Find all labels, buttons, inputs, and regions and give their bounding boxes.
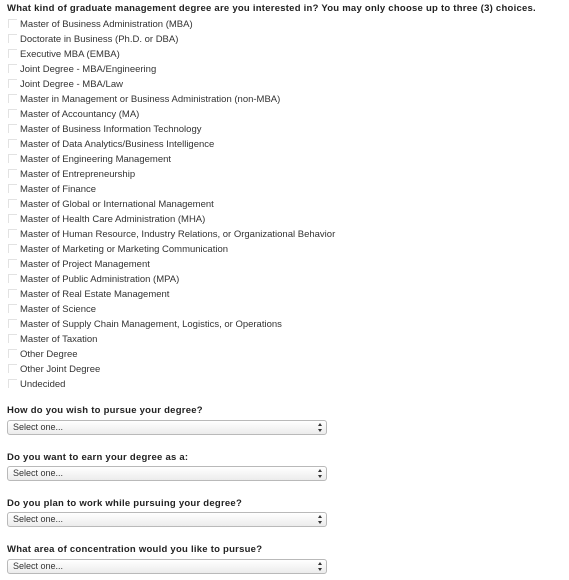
work-question-label: Do you plan to work while pursuing your degree?	[7, 498, 243, 509]
degree-option-label: Master of Project Management	[20, 259, 150, 270]
checkbox-icon[interactable]	[8, 139, 17, 148]
degree-option-label: Master of Human Resource, Industry Relations, or Organizational Behavior	[20, 229, 336, 240]
degree-option[interactable]	[20, 287, 335, 302]
degree-option[interactable]	[20, 377, 335, 392]
select-arrows-icon	[318, 515, 323, 524]
degree-option-label: Master in Management or Business Administration (non-MBA)	[20, 94, 281, 105]
checkbox-icon[interactable]	[8, 304, 17, 313]
checkbox-icon[interactable]	[8, 124, 17, 133]
degree-option[interactable]	[20, 167, 335, 182]
degree-option[interactable]	[20, 272, 335, 287]
degree-option-label: Master of Supply Chain Management, Logistics, or Operations	[20, 319, 282, 330]
checkbox-icon[interactable]	[8, 334, 17, 343]
degree-option[interactable]	[20, 317, 335, 332]
checkbox-icon[interactable]	[8, 364, 17, 373]
pursue-select[interactable]	[7, 420, 327, 435]
degree-option-label: Master of Public Administration (MPA)	[20, 274, 180, 285]
degree-option[interactable]	[20, 182, 335, 197]
select-arrows-icon	[318, 423, 323, 432]
degree-option[interactable]	[20, 212, 335, 227]
degree-option[interactable]	[20, 47, 335, 62]
degree-option[interactable]	[20, 32, 335, 47]
checkbox-icon[interactable]	[8, 79, 17, 88]
degree-option-label: Master of Health Care Administration (MHA)	[20, 214, 206, 225]
degree-option[interactable]	[20, 332, 335, 347]
degree-options-list	[20, 17, 335, 392]
checkbox-icon[interactable]	[8, 34, 17, 43]
degree-option-label: Master of Engineering Management	[20, 154, 172, 165]
earn-question-label: Do you want to earn your degree as a:	[7, 452, 189, 463]
degree-option[interactable]	[20, 107, 335, 122]
degree-option[interactable]	[20, 242, 335, 257]
degree-option-label: Master of Finance	[20, 184, 97, 195]
checkbox-icon[interactable]	[8, 244, 17, 253]
degree-option[interactable]	[20, 197, 335, 212]
degree-option-label: Undecided	[20, 379, 66, 390]
degree-option[interactable]	[20, 62, 335, 77]
checkbox-icon[interactable]	[8, 229, 17, 238]
degree-option[interactable]	[20, 347, 335, 362]
checkbox-icon[interactable]	[8, 169, 17, 178]
degree-question-label: What kind of graduate management degree are you interested in? You may only choose up to three (3) choices.	[7, 3, 536, 14]
earn-select[interactable]	[7, 466, 327, 481]
degree-option[interactable]	[20, 362, 335, 377]
degree-option[interactable]	[20, 152, 335, 167]
checkbox-icon[interactable]	[8, 259, 17, 268]
checkbox-icon[interactable]	[8, 154, 17, 163]
degree-option[interactable]	[20, 77, 335, 92]
degree-option-label: Doctorate in Business (Ph.D. or DBA)	[20, 34, 179, 45]
degree-option-label: Master of Data Analytics/Business Intelligence	[20, 139, 215, 150]
degree-option-label: Master of Marketing or Marketing Communication	[20, 244, 229, 255]
degree-option-label: Joint Degree - MBA/Engineering	[20, 64, 157, 75]
degree-option-label: Other Joint Degree	[20, 364, 101, 375]
degree-option-label: Master of Business Administration (MBA)	[20, 19, 193, 30]
checkbox-icon[interactable]	[8, 184, 17, 193]
select-arrows-icon	[318, 562, 323, 571]
degree-option-label: Master of Business Information Technology	[20, 124, 202, 135]
checkbox-icon[interactable]	[8, 379, 17, 388]
select-arrows-icon	[318, 469, 323, 478]
concentration-select-value: Select one...	[13, 561, 64, 571]
degree-option-label: Master of Science	[20, 304, 97, 315]
checkbox-icon[interactable]	[8, 109, 17, 118]
degree-option-label: Executive MBA (EMBA)	[20, 49, 120, 60]
degree-option-label: Master of Taxation	[20, 334, 98, 345]
pursue-question-label: How do you wish to pursue your degree?	[7, 405, 203, 416]
checkbox-icon[interactable]	[8, 64, 17, 73]
degree-option-label: Other Degree	[20, 349, 78, 360]
concentration-select[interactable]	[7, 559, 327, 574]
checkbox-icon[interactable]	[8, 49, 17, 58]
degree-option[interactable]	[20, 257, 335, 272]
degree-option-label: Master of Real Estate Management	[20, 289, 170, 300]
work-select-value: Select one...	[13, 514, 64, 524]
degree-option[interactable]	[20, 302, 335, 317]
degree-option[interactable]	[20, 17, 335, 32]
checkbox-icon[interactable]	[8, 274, 17, 283]
concentration-question-label: What area of concentration would you like to pursue?	[7, 544, 263, 555]
degree-option-label: Master of Global or International Management	[20, 199, 214, 210]
checkbox-icon[interactable]	[8, 349, 17, 358]
pursue-select-value: Select one...	[13, 422, 64, 432]
earn-select-value: Select one...	[13, 468, 64, 478]
checkbox-icon[interactable]	[8, 19, 17, 28]
degree-option[interactable]	[20, 92, 335, 107]
checkbox-icon[interactable]	[8, 319, 17, 328]
checkbox-icon[interactable]	[8, 214, 17, 223]
degree-option-label: Joint Degree - MBA/Law	[20, 79, 123, 90]
checkbox-icon[interactable]	[8, 289, 17, 298]
work-select[interactable]	[7, 512, 327, 527]
degree-option[interactable]	[20, 122, 335, 137]
checkbox-icon[interactable]	[8, 199, 17, 208]
checkbox-icon[interactable]	[8, 94, 17, 103]
degree-option[interactable]	[20, 137, 335, 152]
degree-option-label: Master of Entrepreneurship	[20, 169, 136, 180]
degree-option-label: Master of Accountancy (MA)	[20, 109, 140, 120]
degree-option[interactable]	[20, 227, 335, 242]
